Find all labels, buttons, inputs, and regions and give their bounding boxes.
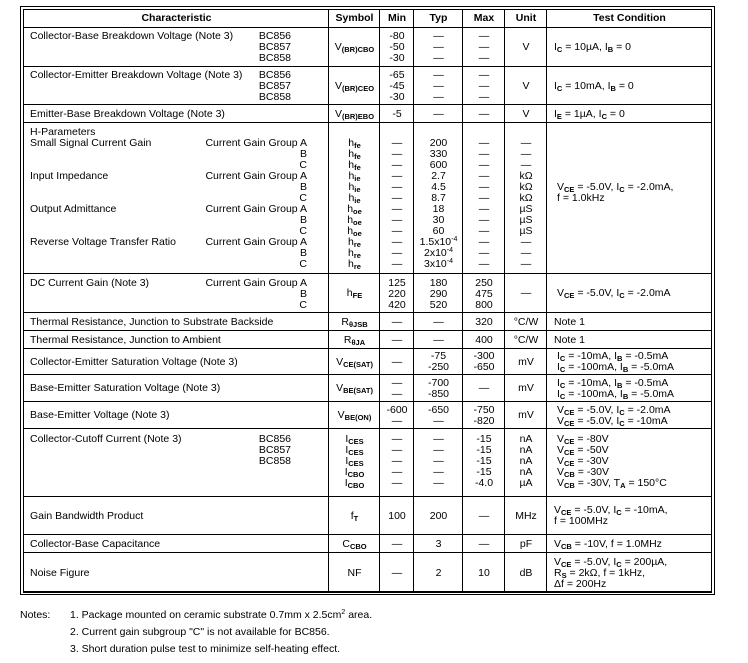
icutoff-unit: nA <box>519 433 533 445</box>
hparams-title: H-Parameters <box>30 126 96 138</box>
icutoff-unit: nA <box>519 455 533 467</box>
vcbo-variant: BC858 <box>258 52 291 64</box>
icutoff-max: -15 <box>476 444 492 456</box>
icutoff-variant: BC857 <box>258 444 291 456</box>
vcesat-condition: $I_C = -100mA$, $I_B = -5.0mA$ <box>557 361 675 374</box>
hparams-typ: 2.7 <box>431 170 446 182</box>
vcbo-min: -30 <box>389 52 405 64</box>
vcbo-max: — <box>478 52 490 64</box>
hfe-max: 250 <box>475 277 493 289</box>
hparams-max: — <box>478 203 490 215</box>
icutoff-condition: $V_{CB} = -30V$, $T_A = 150^\circ C$ <box>557 477 667 490</box>
icutoff-symbol: $I_{CES}$ <box>345 433 364 446</box>
ccbo-symbol: $C_{CBO}$ <box>342 538 367 551</box>
icutoff-variant: BC856 <box>258 433 291 445</box>
row-divider <box>24 374 711 375</box>
vcesat-condition: $I_C = -10mA$, $I_B = -0.5mA$ <box>557 350 669 363</box>
vebo-symbol: $V_{(BR)EBO}$ <box>334 108 375 121</box>
vcbo-min: -80 <box>389 30 405 42</box>
hparams-typ: 330 <box>429 148 448 160</box>
hfe-name: DC Current Gain (Note 3) <box>30 277 150 289</box>
hparams-symbol: $h_{ie}$ <box>348 181 361 194</box>
row-divider <box>24 273 711 274</box>
hparams-typ: $1.5x10^{-4}$ <box>419 236 458 248</box>
vebo-unit: V <box>522 108 530 120</box>
notes-label: Notes: <box>20 609 51 621</box>
vbesat-min: — <box>391 388 403 400</box>
hparams-typ: $3x10^{-4}$ <box>423 258 453 270</box>
hparams-typ: 8.7 <box>431 192 446 204</box>
hparams-param-name: Output Admittance <box>30 203 117 215</box>
hfe-gain-group-letter: C <box>299 299 307 311</box>
vceo-variant: BC857 <box>258 80 291 92</box>
header-test-condition: Test Condition <box>593 12 666 24</box>
icutoff-min: — <box>391 444 403 456</box>
vcesat-symbol: $V_{CE(SAT)}$ <box>336 356 373 369</box>
hparams-max: — <box>478 247 490 259</box>
row-divider <box>24 66 711 67</box>
hparams-typ: 60 <box>432 225 445 237</box>
hparams-symbol: $h_{re}$ <box>348 236 361 249</box>
hparams-max: — <box>478 236 490 248</box>
icutoff-max: -15 <box>476 466 492 478</box>
icutoff-condition: $V_{CE} = -80V$ <box>557 433 609 446</box>
hfe-min: 125 <box>388 277 406 289</box>
header-typ: Typ <box>429 12 448 24</box>
vbeon-min: — <box>391 415 403 427</box>
vbesat-condition: $I_C = -100mA$, $I_B = -5.0mA$ <box>557 388 675 401</box>
hparams-unit: — <box>520 258 532 270</box>
column-divider <box>546 10 547 592</box>
hparams-gain-group: Current Gain Group A <box>205 170 307 182</box>
hparams-min: — <box>391 214 403 226</box>
hparams-gain-group-letter: C <box>299 225 307 237</box>
row-divider <box>24 428 711 429</box>
icutoff-max: -15 <box>476 455 492 467</box>
hparams-min: — <box>391 236 403 248</box>
vbesat-max: — <box>478 382 490 394</box>
vbeon-condition: $V_{CE} = -5.0V$, $I_C = -10mA$ <box>557 415 668 428</box>
vcbo-condition: $I_C = 10\mu A$, $I_B = 0$ <box>554 41 632 54</box>
vcesat-max: -300 <box>473 350 495 362</box>
vceo-min: -45 <box>389 80 405 92</box>
icutoff-unit: nA <box>519 466 533 478</box>
vceo-variant: BC858 <box>258 91 291 103</box>
vceo-name: Collector-Emitter Breakdown Voltage (Note 3) <box>30 69 243 81</box>
hparams-condition: f = 1.0kHz <box>557 192 605 204</box>
hfe-unit: — <box>520 287 532 299</box>
ccbo-max: — <box>478 538 490 550</box>
vcbo-variant: BC856 <box>258 30 291 42</box>
hparams-unit: — <box>520 159 532 171</box>
icutoff-name: Collector-Cutoff Current (Note 3) <box>30 433 182 445</box>
ft-max: — <box>478 510 490 522</box>
ccbo-min: — <box>391 538 403 550</box>
vcbo-max: — <box>478 30 490 42</box>
nf-name: Noise Figure <box>30 567 90 579</box>
row-divider <box>24 534 711 535</box>
icutoff-symbol: $I_{CES}$ <box>345 455 364 468</box>
row-divider <box>24 104 711 105</box>
vcesat-typ: -250 <box>427 361 449 373</box>
vceo-max: — <box>478 80 490 92</box>
hparams-gain-group-letter: C <box>299 192 307 204</box>
vcbo-typ: — <box>433 52 444 64</box>
table-bottom-rule <box>24 591 711 593</box>
vbeon-max: -750 <box>473 404 495 416</box>
column-divider <box>328 10 329 592</box>
hparams-unit: µS <box>519 225 533 237</box>
hparams-min: — <box>391 203 403 215</box>
rja-min: — <box>391 334 403 346</box>
hparams-min: — <box>391 159 403 171</box>
hparams-typ: 600 <box>429 159 448 171</box>
hparams-symbol: $h_{oe}$ <box>347 225 362 238</box>
nf-max: 10 <box>478 567 490 579</box>
ft-condition: $V_{CE} = -5.0V$, $I_C = -10mA$, <box>554 504 668 517</box>
row-divider <box>24 348 711 349</box>
ft-typ: 200 <box>429 510 448 522</box>
hparams-max: — <box>478 214 490 226</box>
vbesat-condition: $I_C = -10mA$, $I_B = -0.5mA$ <box>557 377 669 390</box>
hparams-min: — <box>391 225 403 237</box>
ft-min: 100 <box>388 510 406 522</box>
row-divider <box>24 552 711 553</box>
hparams-max: — <box>478 170 490 182</box>
vebo-condition: $I_E = 1\mu A$, $I_C = 0$ <box>554 108 625 121</box>
hfe-min: 220 <box>388 288 406 300</box>
vcbo-name: Collector-Base Breakdown Voltage (Note 3) <box>30 30 234 42</box>
vcesat-name: Collector-Emitter Saturation Voltage (Note 3) <box>30 356 238 368</box>
rja-typ: — <box>433 334 444 346</box>
icutoff-variant: BC858 <box>258 455 291 467</box>
hparams-min: — <box>391 247 403 259</box>
hfe-max: 475 <box>475 288 493 300</box>
nf-typ: 2 <box>435 567 442 579</box>
hparams-min: — <box>391 170 403 182</box>
vcbo-min: -50 <box>389 41 405 53</box>
hfe-typ: 180 <box>429 277 448 289</box>
ccbo-unit: pF <box>519 538 533 550</box>
vebo-name: Emitter-Base Breakdown Voltage (Note 3) <box>30 108 225 120</box>
vbeon-condition: $V_{CE} = -5.0V$, $I_C = -2.0mA$ <box>557 404 671 417</box>
hparams-gain-group-letter: C <box>299 258 307 270</box>
hparams-gain-group-letter: B <box>299 214 307 226</box>
hfe-max: 800 <box>475 299 493 311</box>
vbesat-min: — <box>391 377 403 389</box>
row-divider <box>24 496 711 497</box>
hparams-unit: — <box>520 236 532 248</box>
hparams-gain-group-letter: B <box>299 148 307 160</box>
icutoff-symbol: $I_{CBO}$ <box>344 477 365 490</box>
hparams-unit: kΩ <box>519 192 533 204</box>
hparams-min: — <box>391 137 403 149</box>
vbesat-typ: -850 <box>427 388 449 400</box>
hparams-max: — <box>478 159 490 171</box>
icutoff-typ: — <box>433 444 444 456</box>
hparams-unit: — <box>520 148 532 160</box>
hparams-min: — <box>391 258 403 270</box>
rjsb-condition: Note 1 <box>554 316 585 328</box>
header-max: Max <box>473 12 495 24</box>
hparams-symbol: $h_{ie}$ <box>348 192 361 205</box>
icutoff-typ: — <box>433 455 444 467</box>
vceo-condition: $I_C = 10mA$, $I_B = 0$ <box>554 80 634 93</box>
icutoff-min: — <box>391 466 403 478</box>
hparams-min: — <box>391 192 403 204</box>
hfe-gain-group-letter: B <box>299 288 307 300</box>
hparams-symbol: $h_{re}$ <box>348 258 361 271</box>
vceo-symbol: $V_{(BR)CEO}$ <box>334 80 375 93</box>
rja-symbol: $R_{\theta JA}$ <box>343 334 366 347</box>
rjsb-name: Thermal Resistance, Junction to Substrate Backside <box>30 316 274 328</box>
icutoff-condition: $V_{CE} = -30V$ <box>557 455 609 468</box>
vceo-variant: BC856 <box>258 69 291 81</box>
vceo-typ: — <box>433 80 444 92</box>
vcbo-symbol: $V_{(BR)CBO}$ <box>334 41 375 54</box>
icutoff-symbol: $I_{CBO}$ <box>344 466 365 479</box>
rjsb-min: — <box>391 316 403 328</box>
icutoff-unit: nA <box>519 444 533 456</box>
ccbo-condition: $V_{CB} = -10V$, f = 1.0MHz <box>554 538 662 551</box>
nf-condition: $R_S = 2k\Omega$, f = 1kHz, <box>554 567 646 580</box>
hparams-max: — <box>478 258 490 270</box>
hparams-symbol: $h_{oe}$ <box>347 203 362 216</box>
hparams-unit: — <box>520 247 532 259</box>
electrical-characteristics-table <box>23 9 712 593</box>
rjsb-unit: °C/W <box>513 316 539 328</box>
vbesat-name: Base-Emitter Saturation Voltage (Note 3) <box>30 382 221 394</box>
hfe-typ: 520 <box>429 299 448 311</box>
hfe-typ: 290 <box>429 288 448 300</box>
ft-condition: f = 100MHz <box>554 515 608 527</box>
hfe-min: 420 <box>388 299 406 311</box>
hparams-max: — <box>478 181 490 193</box>
nf-condition: Δf = 200Hz <box>554 578 607 590</box>
header-characteristic: Characteristic <box>141 12 212 24</box>
rja-unit: °C/W <box>513 334 539 346</box>
vbeon-typ: — <box>433 415 444 427</box>
hparams-unit: µS <box>519 214 533 226</box>
hparams-typ: 30 <box>432 214 445 226</box>
icutoff-max: -15 <box>476 433 492 445</box>
vbesat-typ: -700 <box>427 377 449 389</box>
vceo-typ: — <box>433 91 444 103</box>
hparams-typ: 4.5 <box>431 181 446 193</box>
row-divider <box>24 312 711 313</box>
vbesat-unit: mV <box>518 382 534 394</box>
hparams-min: — <box>391 148 403 160</box>
hparams-gain-group: Current Gain Group A <box>205 236 307 248</box>
nf-condition: $V_{CE} = -5.0V$, $I_C = 200\mu A$, <box>554 556 668 569</box>
note-item: 2. Current gain subgroup "C" is not available for BC856. <box>70 626 330 638</box>
vceo-typ: — <box>433 69 444 81</box>
vcesat-min: — <box>391 356 403 368</box>
icutoff-max: -4.0 <box>474 477 494 489</box>
ft-name: Gain Bandwidth Product <box>30 510 144 522</box>
icutoff-condition: $V_{CB} = -30V$ <box>557 466 610 479</box>
vcbo-typ: — <box>433 41 444 53</box>
hparams-param-name: Small Signal Current Gain <box>30 137 152 149</box>
hfe-condition: $V_{CE} = -5.0V$, $I_C = -2.0mA$ <box>557 287 671 300</box>
vcbo-unit: V <box>522 41 530 53</box>
hfe-gain-group: Current Gain Group A <box>205 277 307 289</box>
vbesat-symbol: $V_{BE(SAT)}$ <box>336 382 373 395</box>
vbeon-symbol: $V_{BE(ON)}$ <box>337 409 372 422</box>
ccbo-name: Collector-Base Capacitance <box>30 538 161 550</box>
hparams-unit: kΩ <box>519 181 533 193</box>
hparams-gain-group-letter: B <box>299 181 307 193</box>
vcbo-max: — <box>478 41 490 53</box>
vbeon-min: -600 <box>386 404 408 416</box>
icutoff-min: — <box>391 477 403 489</box>
header-symbol: Symbol <box>335 12 374 24</box>
hparams-typ: 18 <box>432 203 445 215</box>
hparams-param-name: Input Impedance <box>30 170 109 182</box>
header-min: Min <box>387 12 407 24</box>
icutoff-condition: $V_{CE} = -50V$ <box>557 444 609 457</box>
hparams-param-name: Reverse Voltage Transfer Ratio <box>30 236 176 248</box>
icutoff-typ: — <box>433 477 444 489</box>
ccbo-typ: 3 <box>435 538 442 550</box>
vcesat-typ: -75 <box>430 350 447 362</box>
hparams-symbol: $h_{fe}$ <box>348 148 361 161</box>
icutoff-typ: — <box>433 433 444 445</box>
row-divider <box>24 27 711 28</box>
rjsb-symbol: $R_{\theta JSB}$ <box>341 316 368 329</box>
hparams-max: — <box>478 225 490 237</box>
hparams-symbol: $h_{fe}$ <box>348 159 361 172</box>
hparams-unit: kΩ <box>519 170 533 182</box>
hparams-unit: µS <box>519 203 533 215</box>
nf-unit: dB <box>519 567 533 579</box>
rja-name: Thermal Resistance, Junction to Ambient <box>30 334 221 346</box>
hparams-unit: — <box>520 137 532 149</box>
vebo-max: — <box>478 108 490 120</box>
note-item: 3. Short duration pulse test to minimize self-heating effect. <box>70 643 341 655</box>
row-divider <box>24 330 711 331</box>
vebo-min: -5 <box>392 108 402 120</box>
icutoff-min: — <box>391 433 403 445</box>
hparams-max: — <box>478 192 490 204</box>
hparams-symbol: $h_{oe}$ <box>347 214 362 227</box>
icutoff-unit: µA <box>519 477 533 489</box>
vceo-max: — <box>478 69 490 81</box>
vbeon-max: -820 <box>473 415 495 427</box>
vbeon-unit: mV <box>518 409 534 421</box>
vcesat-max: -650 <box>473 361 495 373</box>
vceo-min: -65 <box>389 69 405 81</box>
hparams-gain-group-letter: C <box>299 159 307 171</box>
vebo-typ: — <box>433 108 444 120</box>
icutoff-typ: — <box>433 466 444 478</box>
hparams-typ: $2x10^{-4}$ <box>423 247 453 259</box>
vceo-max: — <box>478 91 490 103</box>
vbeon-typ: -650 <box>427 404 449 416</box>
hparams-min: — <box>391 181 403 193</box>
header-unit: Unit <box>515 12 537 24</box>
hparams-max: — <box>478 148 490 160</box>
vbeon-name: Base-Emitter Voltage (Note 3) <box>30 409 170 421</box>
hparams-symbol: $h_{re}$ <box>348 247 361 260</box>
nf-symbol: NF <box>347 567 362 579</box>
hparams-gain-group: Current Gain Group A <box>205 137 307 149</box>
icutoff-symbol: $I_{CES}$ <box>345 444 364 457</box>
note-item: 1. Package mounted on ceramic substrate 0.7mm x $2.5cm^2$ area. <box>70 609 373 621</box>
ft-unit: MHz <box>515 510 537 522</box>
rja-condition: Note 1 <box>554 334 585 346</box>
row-divider <box>24 401 711 402</box>
row-divider <box>24 122 711 123</box>
rja-max: 400 <box>475 334 493 346</box>
vcbo-variant: BC857 <box>258 41 291 53</box>
nf-min: — <box>391 567 403 579</box>
hparams-typ: 200 <box>429 137 448 149</box>
hparams-symbol: $h_{fe}$ <box>348 137 361 150</box>
hfe-symbol: $h_{FE}$ <box>346 287 363 300</box>
icutoff-min: — <box>391 455 403 467</box>
hparams-max: — <box>478 137 490 149</box>
hparams-symbol: $h_{ie}$ <box>348 170 361 183</box>
hparams-condition: $V_{CE} = -5.0V$, $I_C = -2.0mA$, <box>557 181 674 194</box>
vceo-min: -30 <box>389 91 405 103</box>
hparams-gain-group-letter: B <box>299 247 307 259</box>
rjsb-typ: — <box>433 316 444 328</box>
rjsb-max: 320 <box>475 316 493 328</box>
vcesat-unit: mV <box>518 356 534 368</box>
hparams-gain-group: Current Gain Group A <box>205 203 307 215</box>
ft-symbol: $f_T$ <box>350 510 359 523</box>
vceo-unit: V <box>522 80 530 92</box>
vcbo-typ: — <box>433 30 444 42</box>
